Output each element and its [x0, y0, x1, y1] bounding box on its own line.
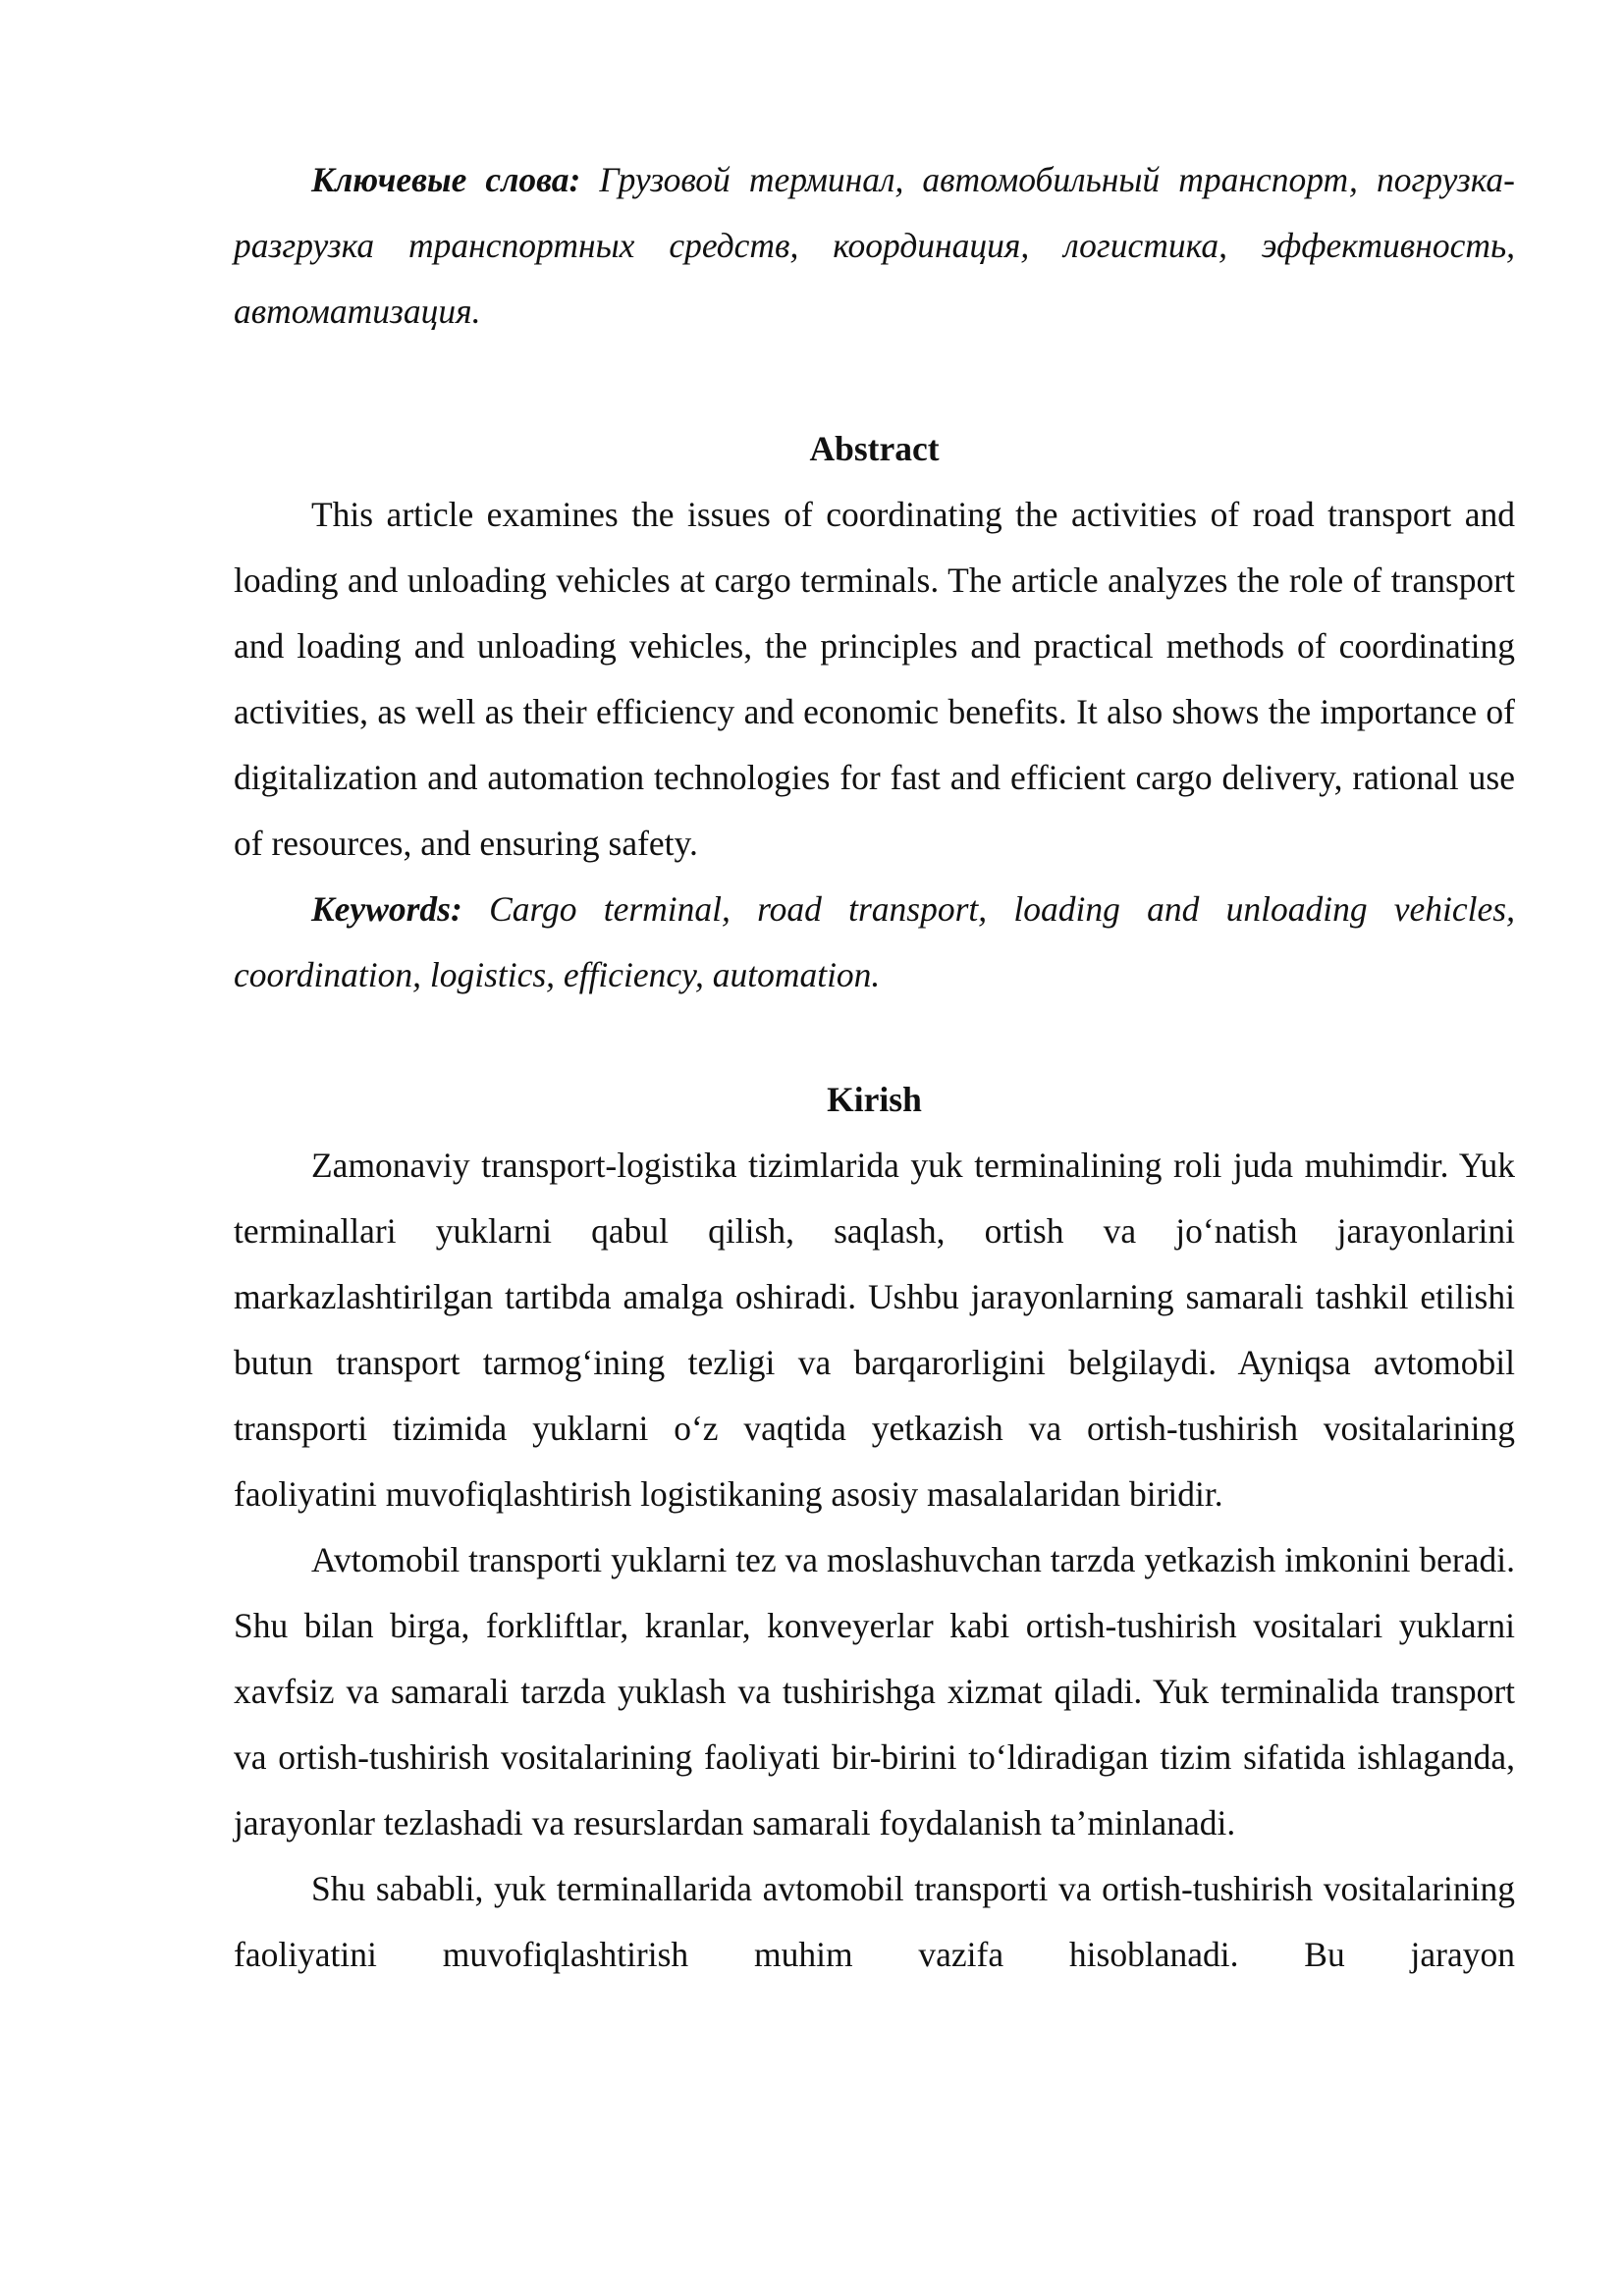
introduction-paragraph-1: Zamonaviy transport-logistika tizimlarida yuk terminalining roli juda muhimdir. Yuk terminallari yuklarni qabul qilish, saqlash, ortish va jo‘natish jarayonlarini markazlashtirilgan tartibda amalga oshiradi. Ushbu jarayonlarning samarali tashkil etilishi butun transport tarmog‘ining tezligi va barqarorligini belgilaydi. Ayniqsa avtomobil transporti tizimida yuklarni o‘z vaqtida yetkazish va ortish-tushirish vositalarining faoliyatini muvofiqlashtirish logistikaning asosiy masalalaridan biridir.: [234, 1146, 1515, 1514]
keywords-en-text: Cargo terminal, road transport, loading and unloading vehicles, coordination, logistics, efficiency, automation.: [234, 889, 1515, 994]
keywords-ru-paragraph: [234, 147, 1515, 345]
abstract-paragraph: This article examines the issues of coordinating the activities of road transport and loading and unloading vehicles at cargo terminals. The article analyzes the role of transport and loading and unloading vehicles, the principles and practical methods of coordinating activities, as well as their efficiency and economic benefits. It also shows the importance of digitalization and automation technologies for fast and efficient cargo delivery, rational use of resources, and ensuring safety.: [234, 495, 1515, 863]
keywords-ru-text: Грузовой терминал, автомобильный транспорт, погрузка-разгрузка транспортных средств, координация, логистика, эффективность, автоматизация.: [234, 160, 1516, 331]
introduction-paragraph-3: Shu sababli, yuk terminallarida avtomobil transporti va ortish-tushirish vositalarining faoliyatini muvofiqlashtirish muhim vazifa hisoblanadi. Bu jarayon: [234, 1869, 1515, 1974]
keywords-en-paragraph: [234, 877, 1515, 1008]
introduction-paragraph-2: Avtomobil transporti yuklarni tez va moslashuvchan tarzda yetkazish imkonini beradi. Shu bilan birga, forkliftlar, kranlar, konveyerlar kabi ortish-tushirish vositalari yuklarni xavfsiz va samarali tarzda yuklash va tushirishga xizmat qiladi. Yuk terminalida transport va ortish-tushirish vositalarining faoliyati bir-birini to‘ldiradigan tizim sifatida ishlaganda, jarayonlar tezlashadi va resurslardan samarali foydalanish ta’minlanadi.: [234, 1540, 1515, 1842]
abstract-heading: Abstract: [809, 429, 940, 468]
introduction-heading: Kirish: [827, 1080, 922, 1119]
keywords-ru-label: Ключевые слова:: [311, 160, 581, 199]
keywords-en-label: Keywords:: [311, 889, 462, 929]
document-page: [234, 147, 1515, 1988]
